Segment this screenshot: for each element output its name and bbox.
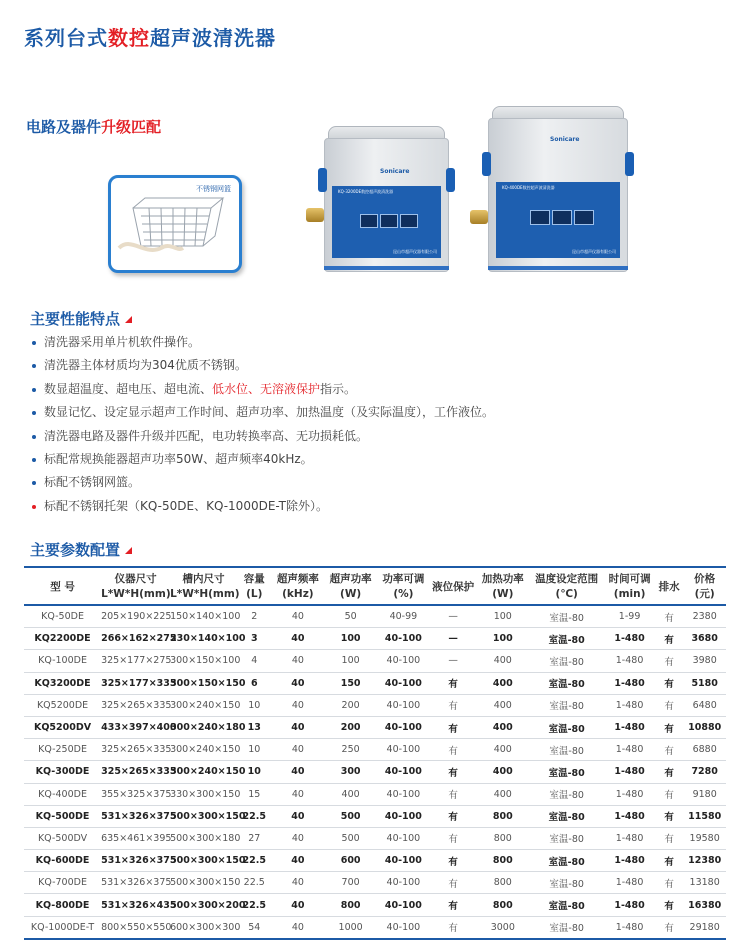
table-cell: 300×240×150 xyxy=(170,694,237,716)
column-header: 仪器尺寸 L*W*H(mm) xyxy=(101,567,170,605)
table-cell: 室温-80 xyxy=(529,694,604,716)
table-cell: KQ-300DE xyxy=(24,761,101,783)
table-cell: 有 xyxy=(430,716,477,738)
table-row xyxy=(24,605,726,628)
column-header: 温度设定范围 (℃) xyxy=(529,567,604,605)
table-cell: 500×300×200 xyxy=(170,894,237,916)
table-cell: 300×240×180 xyxy=(170,716,237,738)
table-cell: 22.5 xyxy=(237,850,271,872)
table-cell: 635×461×395 xyxy=(101,827,170,849)
table-cell: 800 xyxy=(476,850,529,872)
table-cell: KQ-800DE xyxy=(24,894,101,916)
column-header: 时间可调 (min) xyxy=(604,567,655,605)
table-cell: 1-480 xyxy=(604,783,655,805)
table-cell: KQ-1000DE-T xyxy=(24,916,101,939)
table-cell: 有 xyxy=(655,850,683,872)
table-cell: 有 xyxy=(430,761,477,783)
bullet-icon xyxy=(32,435,36,439)
bullet-icon xyxy=(32,481,36,485)
table-cell: 室温-80 xyxy=(529,628,604,650)
table-cell: 有 xyxy=(430,739,477,761)
display xyxy=(400,214,418,228)
table-cell: KQ-100DE xyxy=(24,650,101,672)
blue-strip xyxy=(324,266,449,270)
table-cell: 40 xyxy=(272,605,325,628)
machine-handle xyxy=(482,152,491,176)
table-cell: 室温-80 xyxy=(529,916,604,939)
table-cell: 有 xyxy=(655,716,683,738)
table-cell: KQ-250DE xyxy=(24,739,101,761)
table-cell: 6 xyxy=(237,672,271,694)
table-cell: 500×300×150 xyxy=(170,805,237,827)
feature-item xyxy=(30,401,494,424)
table-cell: 700 xyxy=(324,872,377,894)
table-cell: 有 xyxy=(430,872,477,894)
table-cell: 6880 xyxy=(683,739,726,761)
ultrasonic-cleaner-small xyxy=(324,138,449,272)
machine-maker-label: 昆山市超声仪器有限公司 xyxy=(393,249,437,254)
table-cell: 室温-80 xyxy=(529,650,604,672)
table-cell: 205×190×225 xyxy=(101,605,170,628)
corner-triangle-icon xyxy=(125,547,132,554)
table-cell: 400 xyxy=(476,672,529,694)
table-cell: 室温-80 xyxy=(529,761,604,783)
table-cell: 1-480 xyxy=(604,850,655,872)
column-header: 价格 (元) xyxy=(683,567,726,605)
table-cell: 室温-80 xyxy=(529,805,604,827)
display xyxy=(380,214,398,228)
column-header: 液位保护 xyxy=(430,567,477,605)
basket-image xyxy=(108,175,242,273)
table-row xyxy=(24,716,726,738)
table-cell: 40 xyxy=(272,850,325,872)
drain-valve xyxy=(470,210,488,224)
table-cell: 500 xyxy=(324,827,377,849)
table-cell: 800 xyxy=(476,805,529,827)
params-table xyxy=(24,566,726,940)
table-cell: 19580 xyxy=(683,827,726,849)
table-cell: 室温-80 xyxy=(529,850,604,872)
table-cell: 有 xyxy=(430,894,477,916)
table-cell: KQ5200DV xyxy=(24,716,101,738)
feature-text-highlight: 低水位、无溶液保护 xyxy=(212,381,321,396)
table-cell: 300×150×150 xyxy=(170,672,237,694)
column-header: 排水 xyxy=(655,567,683,605)
table-cell: 325×265×335 xyxy=(101,739,170,761)
table-cell: 800×550×550 xyxy=(101,916,170,939)
feature-item xyxy=(30,378,494,401)
display xyxy=(552,210,572,225)
table-cell: 12380 xyxy=(683,850,726,872)
table-cell: 有 xyxy=(430,672,477,694)
table-cell: 40-100 xyxy=(377,872,430,894)
table-cell: 250 xyxy=(324,739,377,761)
table-cell: 3980 xyxy=(683,650,726,672)
title-part-b: 超声波清洗器 xyxy=(150,26,276,50)
table-cell: 有 xyxy=(655,894,683,916)
table-cell: 531×326×375 xyxy=(101,805,170,827)
table-cell: 40-100 xyxy=(377,650,430,672)
table-cell: 400 xyxy=(476,650,529,672)
table-cell: 40 xyxy=(272,872,325,894)
table-cell: 13 xyxy=(237,716,271,738)
table-cell: 1-480 xyxy=(604,739,655,761)
table-cell: 200 xyxy=(324,694,377,716)
blue-strip xyxy=(488,266,628,270)
table-cell: 有 xyxy=(655,672,683,694)
table-header-row xyxy=(24,567,726,605)
column-header: 超声功率 (W) xyxy=(324,567,377,605)
table-cell: 40-99 xyxy=(377,605,430,628)
table-cell: 2380 xyxy=(683,605,726,628)
table-cell: 10 xyxy=(237,694,271,716)
table-cell: 22.5 xyxy=(237,872,271,894)
ultrasonic-cleaner-large xyxy=(488,118,628,272)
table-cell: 有 xyxy=(655,827,683,849)
table-cell: 531×326×375 xyxy=(101,872,170,894)
table-cell: 10880 xyxy=(683,716,726,738)
table-cell: 40 xyxy=(272,716,325,738)
table-cell: 200 xyxy=(324,716,377,738)
feature-text: 清洗器主体材质均为304优质不锈钢。 xyxy=(44,358,247,373)
table-cell: KQ-500DV xyxy=(24,827,101,849)
features-heading-text: 主要性能特点 xyxy=(30,310,121,328)
feature-text: 清洗器采用单片机软件操作。 xyxy=(44,335,201,349)
bullet-icon xyxy=(32,505,36,509)
table-cell: 40-100 xyxy=(377,761,430,783)
table-cell: 有 xyxy=(430,827,477,849)
table-cell: 有 xyxy=(655,805,683,827)
table-cell: 1-480 xyxy=(604,894,655,916)
table-cell: 400 xyxy=(476,716,529,738)
table-cell: 40 xyxy=(272,650,325,672)
table-cell: 230×140×100 xyxy=(170,628,237,650)
machine-handle xyxy=(446,168,455,192)
table-cell: 40 xyxy=(272,739,325,761)
table-cell: 40 xyxy=(272,894,325,916)
column-header: 功率可调 (%) xyxy=(377,567,430,605)
table-cell: KQ-700DE xyxy=(24,872,101,894)
table-cell: 800 xyxy=(476,827,529,849)
table-cell: KQ5200DE xyxy=(24,694,101,716)
table-cell: 40-100 xyxy=(377,716,430,738)
table-cell: 40-100 xyxy=(377,694,430,716)
table-cell: 40 xyxy=(272,761,325,783)
table-cell: 3680 xyxy=(683,628,726,650)
bullet-icon xyxy=(32,411,36,415)
table-cell: 1-480 xyxy=(604,916,655,939)
table-cell: 40-100 xyxy=(377,672,430,694)
table-cell: 有 xyxy=(430,916,477,939)
table-cell: 40 xyxy=(272,672,325,694)
feature-text: 数显记忆、设定显示超声工作时间、超声功率、加热温度（及实际温度），工作液位。 xyxy=(44,405,495,420)
table-cell: 室温-80 xyxy=(529,672,604,694)
table-cell: 150 xyxy=(324,672,377,694)
table-cell: 有 xyxy=(655,694,683,716)
table-cell: 40 xyxy=(272,827,325,849)
table-cell: 室温-80 xyxy=(529,716,604,738)
table-cell: 13180 xyxy=(683,872,726,894)
table-cell: 50 xyxy=(324,605,377,628)
feature-text: 标配常规换能器超声功率50W、超声频率40kHz。 xyxy=(44,451,313,466)
table-cell: 40 xyxy=(272,628,325,650)
table-cell: 有 xyxy=(430,694,477,716)
display xyxy=(574,210,594,225)
table-cell: 室温-80 xyxy=(529,783,604,805)
feature-text: 数显超温度、超电压、超电流、 xyxy=(44,381,213,396)
table-cell: KQ2200DE xyxy=(24,628,101,650)
table-cell: 40 xyxy=(272,783,325,805)
table-cell: 6480 xyxy=(683,694,726,716)
control-panel xyxy=(332,186,441,258)
table-cell: 300×240×150 xyxy=(170,739,237,761)
table-cell: 40-100 xyxy=(377,894,430,916)
feature-item xyxy=(30,354,494,377)
table-cell: 325×177×275 xyxy=(101,650,170,672)
table-row xyxy=(24,628,726,650)
table-cell: 531×326×435 xyxy=(101,894,170,916)
table-cell: 有 xyxy=(430,783,477,805)
feature-text: 清洗器电路及器件升级并匹配，电功转换率高、无功损耗低。 xyxy=(44,428,369,443)
table-cell: 500×300×150 xyxy=(170,872,237,894)
table-cell: 40-100 xyxy=(377,805,430,827)
table-cell: KQ3200DE xyxy=(24,672,101,694)
table-cell: 400 xyxy=(476,739,529,761)
table-cell: 40-100 xyxy=(377,628,430,650)
table-cell: 有 xyxy=(655,872,683,894)
table-cell: 有 xyxy=(655,650,683,672)
table-cell: 15 xyxy=(237,783,271,805)
table-cell: 600 xyxy=(324,850,377,872)
table-cell: 3 xyxy=(237,628,271,650)
table-cell: — xyxy=(430,650,477,672)
table-cell: 500 xyxy=(324,805,377,827)
table-cell: 500×300×150 xyxy=(170,850,237,872)
feature-text: 标配不锈钢网篮。 xyxy=(44,475,141,490)
table-cell: — xyxy=(430,628,477,650)
column-header: 超声频率 (kHz) xyxy=(272,567,325,605)
table-cell: 100 xyxy=(324,628,377,650)
machine-maker-label: 昆山市超声仪器有限公司 xyxy=(572,249,616,254)
table-cell: 室温-80 xyxy=(529,872,604,894)
feature-text: 指示。 xyxy=(320,381,357,396)
table-cell: 800 xyxy=(476,872,529,894)
bullet-icon xyxy=(32,388,36,392)
table-cell: 300×240×150 xyxy=(170,761,237,783)
table-cell: 有 xyxy=(430,850,477,872)
table-row xyxy=(24,850,726,872)
control-panel xyxy=(496,182,620,258)
table-cell: 1-480 xyxy=(604,672,655,694)
table-cell: 40-100 xyxy=(377,827,430,849)
table-row xyxy=(24,872,726,894)
table-cell: 有 xyxy=(655,916,683,939)
features-heading xyxy=(30,308,132,329)
table-cell: 500×300×180 xyxy=(170,827,237,849)
table-cell: 22.5 xyxy=(237,894,271,916)
table-cell: 22.5 xyxy=(237,805,271,827)
table-cell: 4 xyxy=(237,650,271,672)
table-cell: 室温-80 xyxy=(529,894,604,916)
table-cell: 800 xyxy=(324,894,377,916)
table-cell: 1000 xyxy=(324,916,377,939)
upgrade-heading-highlight: 升级匹配 xyxy=(101,118,162,136)
page-title xyxy=(24,22,276,51)
table-row xyxy=(24,827,726,849)
table-cell: 10 xyxy=(237,761,271,783)
title-highlight: 数控 xyxy=(108,26,150,50)
feature-item xyxy=(30,495,494,518)
params-heading-text: 主要参数配置 xyxy=(30,541,121,559)
column-header: 加热功率 (W) xyxy=(476,567,529,605)
table-cell: 400 xyxy=(324,783,377,805)
table-row xyxy=(24,672,726,694)
table-cell: 40 xyxy=(272,805,325,827)
table-cell: 325×177×335 xyxy=(101,672,170,694)
basket-icon xyxy=(111,178,233,264)
table-cell: 1-99 xyxy=(604,605,655,628)
table-cell: 300 xyxy=(324,761,377,783)
table-cell: 3000 xyxy=(476,916,529,939)
table-row xyxy=(24,805,726,827)
table-cell: 1-480 xyxy=(604,650,655,672)
machine-model-label: KQ-400DE数控超声波清洗器 xyxy=(502,185,555,190)
feature-item xyxy=(30,471,494,494)
table-cell: — xyxy=(430,605,477,628)
table-cell: 300×150×100 xyxy=(170,650,237,672)
display xyxy=(530,210,550,225)
table-cell: 1-480 xyxy=(604,761,655,783)
table-cell: 150×140×100 xyxy=(170,605,237,628)
machine-handle xyxy=(625,152,634,176)
upgrade-heading xyxy=(26,116,161,137)
column-header: 型 号 xyxy=(24,567,101,605)
table-row xyxy=(24,894,726,916)
table-row xyxy=(24,650,726,672)
table-cell: 有 xyxy=(430,805,477,827)
table-cell: 29180 xyxy=(683,916,726,939)
bullet-icon xyxy=(32,341,36,345)
table-cell: 40-100 xyxy=(377,739,430,761)
table-cell: 355×325×375 xyxy=(101,783,170,805)
corner-triangle-icon xyxy=(125,316,132,323)
table-cell: 1-480 xyxy=(604,827,655,849)
table-cell: 室温-80 xyxy=(529,605,604,628)
table-cell: 266×162×275 xyxy=(101,628,170,650)
machine-model-label: KQ-3200DE数控超声波清洗器 xyxy=(338,189,394,194)
table-cell: 400 xyxy=(476,694,529,716)
table-cell: 1-480 xyxy=(604,872,655,894)
column-header: 容量 (L) xyxy=(237,567,271,605)
table-row xyxy=(24,783,726,805)
table-cell: KQ-500DE xyxy=(24,805,101,827)
feature-item xyxy=(30,331,494,354)
machine-handle xyxy=(318,168,327,192)
table-cell: 1-480 xyxy=(604,628,655,650)
upgrade-heading-a: 电路及器件 xyxy=(26,118,102,136)
table-cell: 16380 xyxy=(683,894,726,916)
table-cell: KQ-400DE xyxy=(24,783,101,805)
table-cell: 有 xyxy=(655,783,683,805)
table-cell: 5180 xyxy=(683,672,726,694)
table-cell: 40-100 xyxy=(377,850,430,872)
table-cell: 有 xyxy=(655,739,683,761)
basket-label: 不锈钢网篮 xyxy=(196,185,231,193)
table-cell: 27 xyxy=(237,827,271,849)
table-cell: 有 xyxy=(655,761,683,783)
table-cell: 40 xyxy=(272,694,325,716)
table-cell: KQ-50DE xyxy=(24,605,101,628)
table-cell: 54 xyxy=(237,916,271,939)
bullet-icon xyxy=(32,458,36,462)
table-cell: 325×265×335 xyxy=(101,761,170,783)
feature-item xyxy=(30,425,494,448)
drain-valve xyxy=(306,208,324,222)
table-cell: 40 xyxy=(272,916,325,939)
display xyxy=(360,214,378,228)
table-cell: 1-480 xyxy=(604,805,655,827)
table-cell: 100 xyxy=(476,605,529,628)
table-cell: 800 xyxy=(476,894,529,916)
table-cell: 1-480 xyxy=(604,716,655,738)
table-cell: 100 xyxy=(324,650,377,672)
table-cell: 7280 xyxy=(683,761,726,783)
table-cell: 400 xyxy=(476,783,529,805)
title-part-a: 系列台式 xyxy=(24,26,108,50)
table-row xyxy=(24,761,726,783)
table-body xyxy=(24,605,726,939)
table-cell: 400 xyxy=(476,761,529,783)
features-list xyxy=(30,331,494,518)
machine-brand: Sonicare xyxy=(550,136,580,143)
table-cell: 2 xyxy=(237,605,271,628)
table-cell: 100 xyxy=(476,628,529,650)
table-cell: 325×265×335 xyxy=(101,694,170,716)
table-cell: 40-100 xyxy=(377,916,430,939)
table-cell: 531×326×375 xyxy=(101,850,170,872)
table-row xyxy=(24,694,726,716)
table-cell: 40-100 xyxy=(377,783,430,805)
machine-brand: Sonicare xyxy=(380,168,410,175)
table-cell: 有 xyxy=(655,628,683,650)
table-cell: KQ-600DE xyxy=(24,850,101,872)
table-cell: 330×300×150 xyxy=(170,783,237,805)
table-cell: 室温-80 xyxy=(529,827,604,849)
table-cell: 有 xyxy=(655,605,683,628)
table-cell: 11580 xyxy=(683,805,726,827)
params-heading xyxy=(30,539,132,560)
table-row xyxy=(24,916,726,939)
table-cell: 1-480 xyxy=(604,694,655,716)
feature-item xyxy=(30,448,494,471)
table-cell: 9180 xyxy=(683,783,726,805)
column-header: 槽内尺寸 L*W*H(mm) xyxy=(170,567,237,605)
table-row xyxy=(24,739,726,761)
bullet-icon xyxy=(32,364,36,368)
table-cell: 室温-80 xyxy=(529,739,604,761)
table-cell: 600×300×300 xyxy=(170,916,237,939)
table-cell: 433×397×400 xyxy=(101,716,170,738)
feature-text: 标配不锈钢托架（KQ-50DE、KQ-1000DE-T除外）。 xyxy=(44,498,328,513)
table-cell: 10 xyxy=(237,739,271,761)
